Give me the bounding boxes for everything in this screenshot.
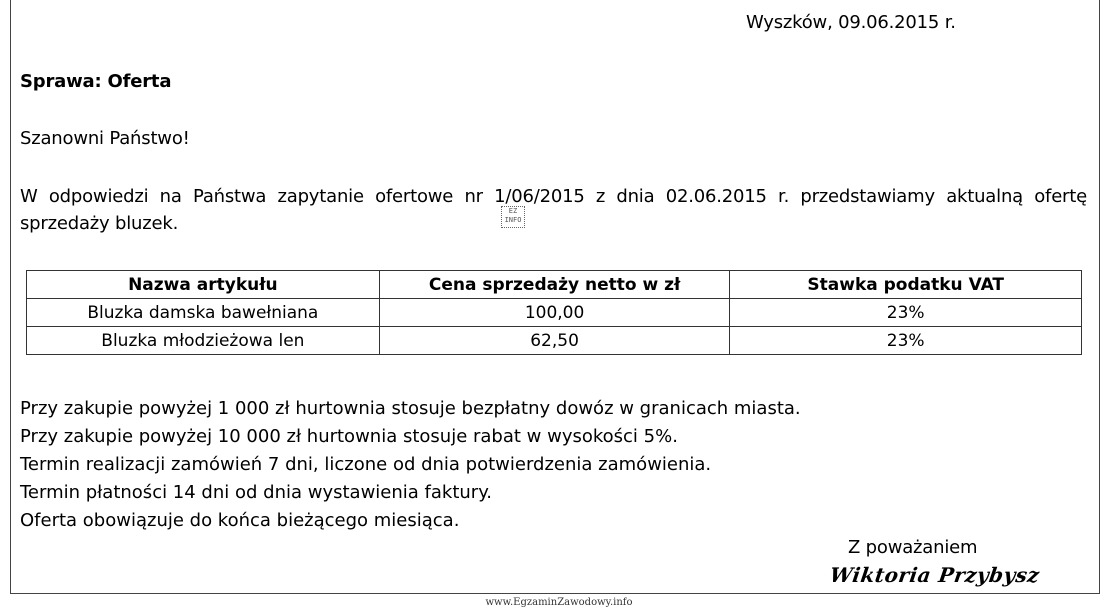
header-article-name: Nazwa artykułu [27, 271, 380, 299]
table-row [27, 327, 1082, 355]
condition-payment-term: Termin płatności 14 dni od dnia wystawienia faktury. [20, 482, 492, 503]
place-date: Wyszków, 09.06.2015 r. [746, 12, 956, 33]
cell-vat-rate: 23% [730, 327, 1082, 355]
cell-article-name: Bluzka damska bawełniana [27, 299, 380, 327]
table-header-row [27, 271, 1082, 299]
condition-discount: Przy zakupie powyżej 10 000 zł hurtownia stosuje rabat w wysokości 5%. [20, 426, 678, 447]
stamp-mark: EZ INFO [501, 206, 525, 228]
cell-net-price: 62,50 [379, 327, 730, 355]
condition-validity: Oferta obowiązuje do końca bieżącego miesiąca. [20, 510, 460, 531]
header-net-price: Cena sprzedaży netto w zł [379, 271, 730, 299]
header-vat-rate: Stawka podatku VAT [730, 271, 1082, 299]
subject-line: Sprawa: Oferta [20, 71, 172, 92]
closing-phrase: Z poważaniem [848, 537, 978, 558]
intro-paragraph-line-1: W odpowiedzi na Państwa zapytanie ofertowe nr 1/06/2015 z dnia 02.06.2015 r. przedstawiamy aktualną ofertę [20, 186, 1087, 207]
cell-article-name: Bluzka młodzieżowa len [27, 327, 380, 355]
offer-table [26, 270, 1082, 355]
cell-vat-rate: 23% [730, 299, 1082, 327]
greeting: Szanowni Państwo! [20, 128, 190, 149]
watermark: www.EgzaminZawodowy.info [485, 597, 633, 608]
condition-lead-time: Termin realizacji zamówień 7 dni, liczone od dnia potwierdzenia zamówienia. [20, 454, 712, 475]
cell-net-price: 100,00 [379, 299, 730, 327]
table-row [27, 299, 1082, 327]
handwritten-signature: Wiktoria Przybysz [828, 563, 1042, 587]
condition-free-delivery: Przy zakupie powyżej 1 000 zł hurtownia stosuje bezpłatny dowóz w granicach miasta. [20, 398, 801, 419]
intro-paragraph-line-2: sprzedaży bluzek. [20, 213, 179, 234]
